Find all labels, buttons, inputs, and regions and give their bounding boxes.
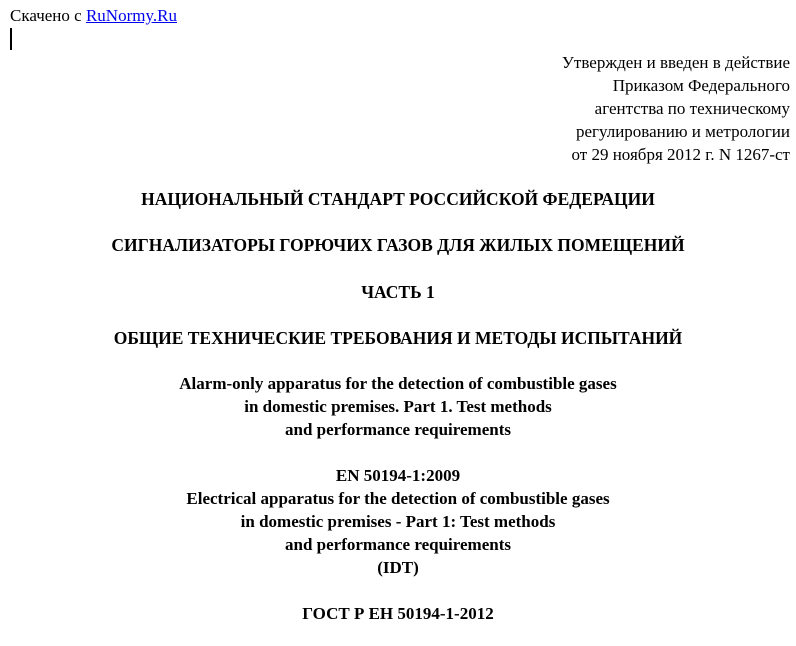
equivalence-mark: (IDT)	[377, 558, 419, 577]
runormy-link[interactable]: RuNormy.Ru	[85, 6, 177, 25]
english-title-block	[0, 372, 796, 441]
en-title-line: Electrical apparatus for the detection of combustible gases	[186, 489, 610, 508]
approval-line: от 29 ноября 2012 г. N 1267-ст	[571, 145, 790, 164]
standard-title: СИГНАЛИЗАТОРЫ ГОРЮЧИХ ГАЗОВ ДЛЯ ЖИЛЫХ ПОМЕЩЕНИЙ	[111, 235, 685, 255]
downloaded-prefix: Скачено с	[10, 6, 82, 25]
standard-part: ЧАСТЬ 1	[361, 282, 435, 302]
standard-kind: НАЦИОНАЛЬНЫЙ СТАНДАРТ РОССИЙСКОЙ ФЕДЕРАЦИИ	[141, 189, 655, 209]
english-title-line: in domestic premises. Part 1. Test methods	[244, 397, 552, 416]
en-reference-block	[0, 464, 796, 579]
gost-designation: ГОСТ Р ЕН 50194-1-2012	[302, 604, 494, 623]
approval-block	[562, 51, 790, 166]
en-code: EN 50194-1:2009	[335, 466, 461, 485]
approval-line: регулированию и метрологии	[575, 122, 790, 141]
en-title-line: in domestic premises - Part 1: Test methods	[240, 512, 556, 531]
english-title-line: Alarm-only apparatus for the detection of combustible gases	[179, 374, 617, 393]
approval-line: Приказом Федерального	[612, 76, 790, 95]
approval-line: агентства по техническому	[594, 99, 790, 118]
english-title-line: and performance requirements	[284, 420, 511, 439]
standard-subtitle: ОБЩИЕ ТЕХНИЧЕСКИЕ ТРЕБОВАНИЯ И МЕТОДЫ ИСПЫТАНИЙ	[113, 328, 683, 348]
download-source-line	[10, 6, 177, 26]
en-title-line: and performance requirements	[284, 535, 511, 554]
approval-line: Утвержден и введен в действие	[561, 53, 790, 72]
text-cursor	[10, 28, 12, 50]
